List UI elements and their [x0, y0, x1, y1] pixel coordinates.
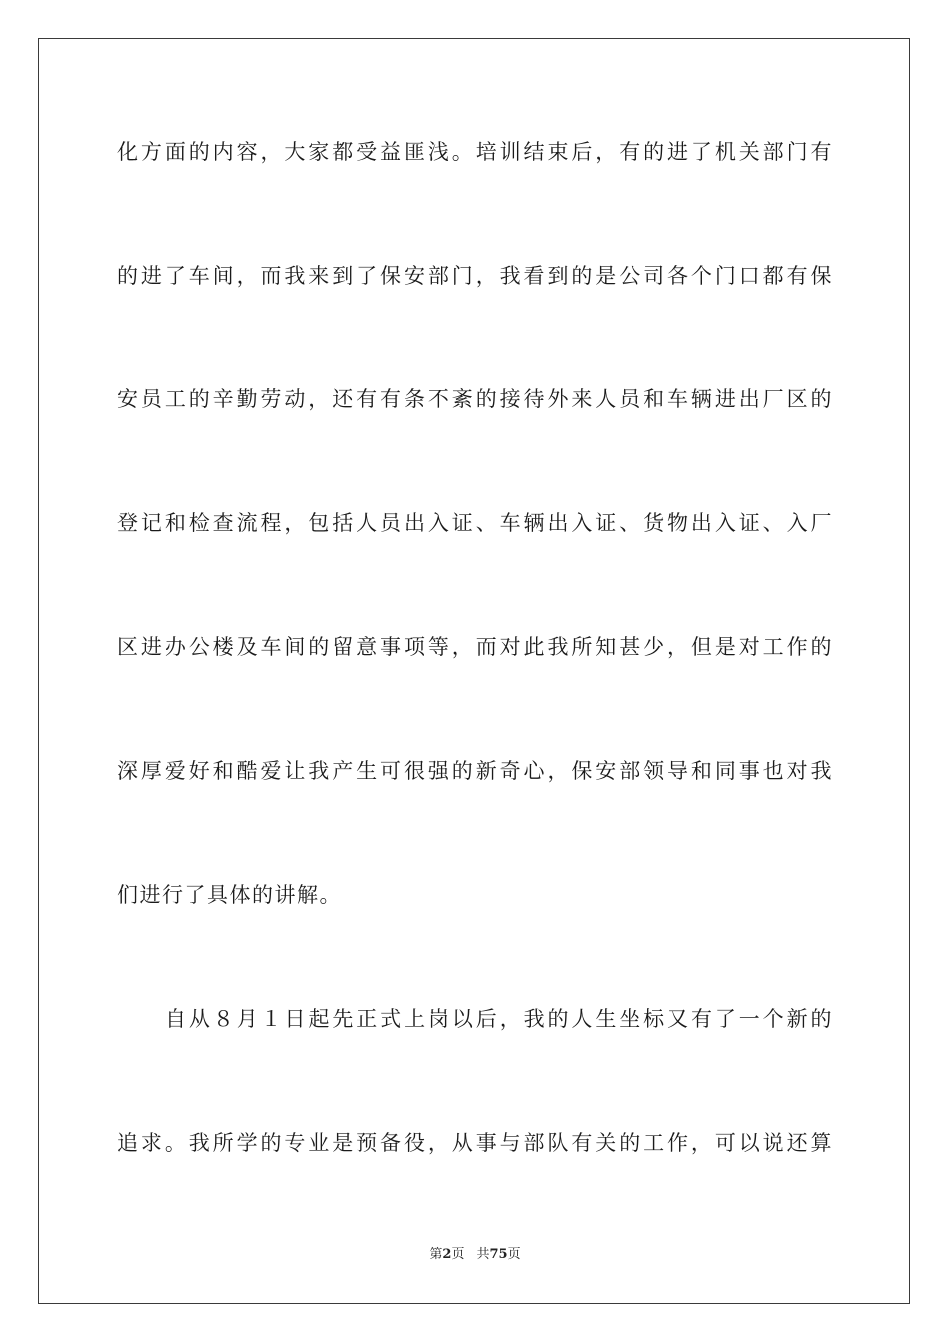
text-line: 安员工的辛勤劳动，还有有条不紊的接待外来人员和车辆进出厂区的: [117, 387, 833, 411]
page-number: 2: [442, 1247, 452, 1262]
page-prefix: 第: [429, 1247, 443, 1262]
total-prefix: 共: [476, 1247, 490, 1262]
text-line: 化方面的内容，大家都受益匪浅。培训结束后，有的进了机关部门有: [117, 140, 833, 164]
page-border: [38, 38, 910, 1304]
page-suffix: 页: [451, 1247, 465, 1262]
total-suffix: 页: [507, 1247, 521, 1262]
text-line: 追求。我所学的专业是预备役，从事与部队有关的工作，可以说还算: [117, 1131, 833, 1155]
text-line: 们进行了具体的讲解。: [117, 883, 342, 907]
text-line: 的进了车间，而我来到了保安部门，我看到的是公司各个门口都有保: [117, 264, 833, 288]
text-line: 登记和检查流程，包括人员出入证、车辆出入证、货物出入证、入厂: [117, 511, 833, 535]
text-line: 深厚爱好和酷爱让我产生可很强的新奇心，保安部领导和同事也对我: [117, 759, 833, 783]
page-footer: [0, 1246, 950, 1264]
text-line: 区进办公楼及车间的留意事项等，而对此我所知甚少，但是对工作的: [117, 635, 833, 659]
paragraph-first-line: 自从８月１日起先正式上岗以后，我的人生坐标又有了一个新的: [165, 1007, 833, 1031]
total-pages: 75: [489, 1247, 508, 1262]
